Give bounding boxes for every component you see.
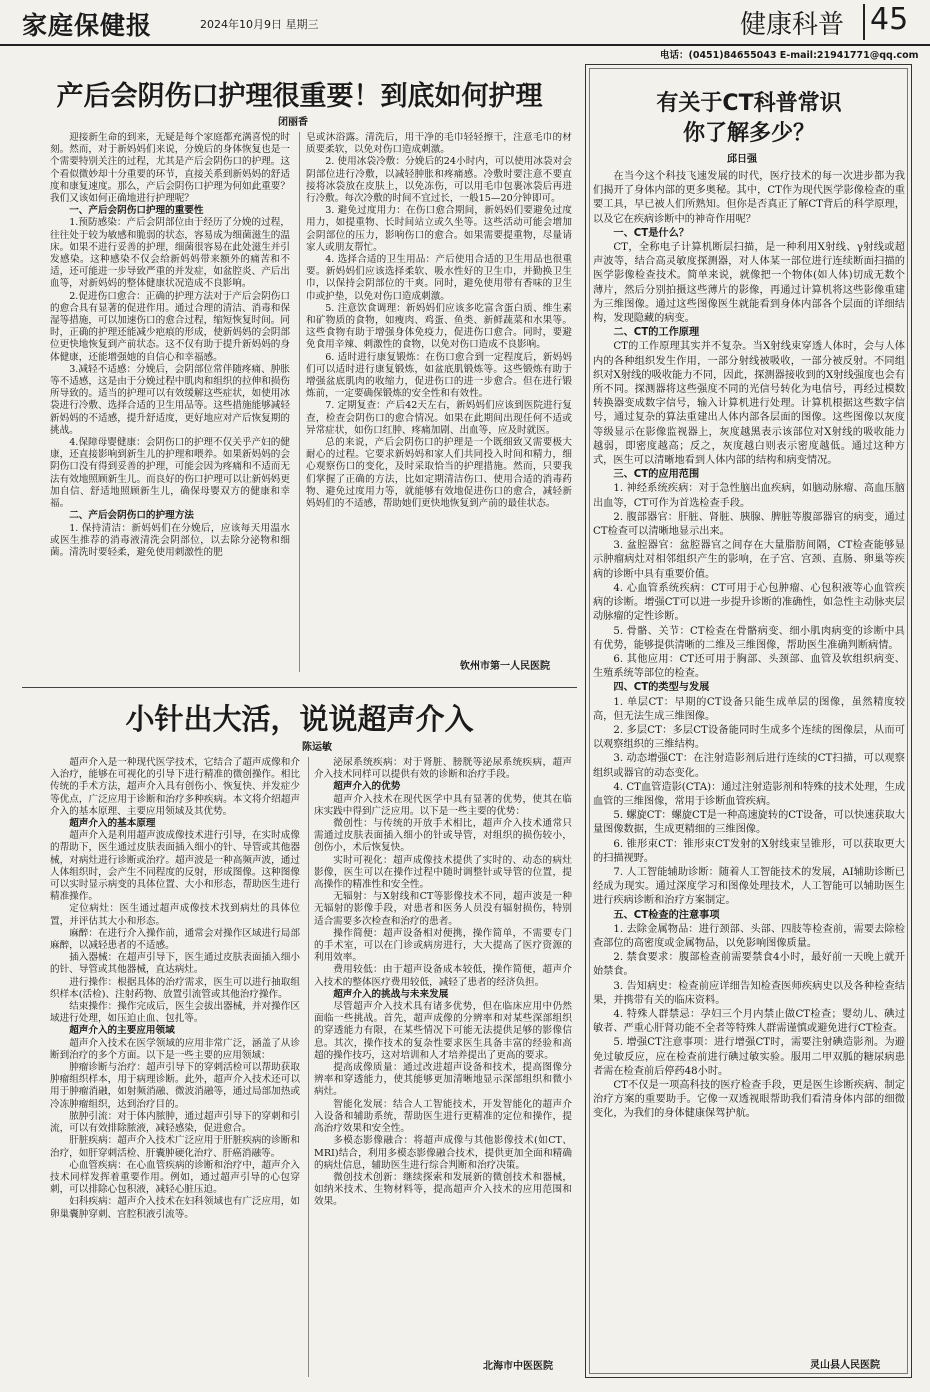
- article2-subheading: 超声介入的挑战与未来发展: [333, 988, 449, 1000]
- article1-column-2: [306, 132, 572, 662]
- contact-info: 电话：(0451)84655043 E-mail:21941771@qq.com: [660, 50, 919, 61]
- article2-source: 北海市中医医院: [483, 1361, 553, 1372]
- article1-paragraph: 2. 使用冰袋冷敷：分娩后的24小时内，可以使用冰袋对会阴部位进行冷敷，以减轻肿胀和疼痛感。冷敷时要注意不要直接将冰袋放在皮肤上，以免冻伤，可以用毛巾包裹冰袋后再进行冷敷。每次冷敷的时间不宜过长，一般15—20分钟即可。: [306, 156, 572, 205]
- article3-paragraph: 2. 腹部器官：肝脏、肾脏、胰腺、脾脏等腹部器官的病变，通过CT检查可以清晰地显示出来。: [593, 511, 905, 538]
- article1-subheading: 一、产后会阴伤口护理的重要性: [69, 205, 204, 217]
- article1-paragraph: 5. 注意饮食调理：新妈妈们应该多吃富含蛋白质、维生素和矿物质的食物，如瘦肉、鸡蛋、鱼类、新鲜蔬菜和水果等。这些食物有助于增强身体免疫力，促进伤口愈合。同时，要避免食用辛辣、刺激性的食物，以免对伤口造成不良影响。: [306, 302, 572, 351]
- article1-paragraph: 皂或沐浴露。清洗后，用干净的毛巾轻轻擦干，注意毛巾的材质要柔软，以免对伤口造成刺激。: [306, 132, 572, 156]
- article1-subheading: 二、产后会阴伤口的护理方法: [69, 510, 194, 522]
- article2-paragraph: 进行操作：根据具体的治疗需求，医生可以进行抽取组织样本(活检)、注射药物、放置引流管或其他治疗操作。: [50, 976, 300, 1000]
- article2-paragraph: 尽管超声介入技术具有诸多优势，但在临床应用中仍然面临一些挑战。首先，超声成像的分辨率和对某些深部组织的穿透能力有限，在某些情况下可能无法提供足够的影像信息。其次，操作技术的复杂性要求医生具备丰富的经验和高超的操作技巧，这对培训和人才培养提出了更高的要求。: [314, 1001, 572, 1061]
- article3-subheading: 三、CT的应用范围: [613, 469, 700, 481]
- article2-paragraph: 定位病灶：医生通过超声成像技术找到病灶的具体位置，并评估其大小和形态。: [50, 903, 300, 927]
- section-name: 健康科普: [740, 10, 845, 40]
- article1-column-1: [50, 132, 290, 672]
- article3-paragraph: 3. 盆腔器官：盆腔器官之间存在大量脂肪间隔，CT检查能够显示肿瘤病灶对相邻组织产生的影响，在子宫、宫颈、直肠、卵巢等疾病的诊断中具有重要价值。: [593, 540, 905, 580]
- article2-paragraph: 超声介入是一种现代医学技术，它结合了超声成像和介入治疗，能够在可视化的引导下进行精准的微创操作。相比传统的手术方法，超声介入具有创伤小、恢复快、并发症少等优点，广泛应用于诊断和治疗多种疾病。本文将介绍超声介入的基本原理、主要应用领域及其优势。: [50, 757, 300, 817]
- column-rule: [308, 757, 309, 1377]
- article3-paragraph: 5. 螺旋CT：螺旋CT是一种高速旋转的CT设备，可以快速获取大量图像数据，生成更精细的三维图像。: [593, 810, 905, 836]
- article3-body: [593, 170, 905, 1356]
- article1-paragraph: 3. 避免过度用力：在伤口愈合期间，新妈妈们要避免过度用力，如提重物、长时间站立或久坐等。这些活动可能会增加会阴部位的压力，影响伤口的愈合。如果需要提重物，尽量请家人或朋友帮忙。: [306, 205, 572, 253]
- article3-paragraph: 4. CT血管造影(CTA)：通过注射造影剂和特殊的技术处理，生成血管的三维图像，常用于诊断血管疾病。: [593, 781, 905, 807]
- article1-paragraph: 1. 保持清洁：新妈妈们在分娩后，应该每天用温水或医生推荐的消毒液清洗会阴部位，以去除分泌物和细菌。清洗时要轻柔，避免使用刺激性的肥: [50, 522, 290, 558]
- article2-column-2: [314, 757, 572, 1357]
- article3-subheading: 二、CT的工作原理: [613, 327, 700, 339]
- article2-paragraph: 微创性：与传统的开放手术相比，超声介入技术通常只需通过皮肤表面插入细小的针或导管，对组织的损伤较小，创伤小，术后恢复快。: [314, 818, 572, 854]
- article1-source: 钦州市第一人民医院: [460, 661, 550, 672]
- article2-paragraph: 超声介入是利用超声波成像技术进行引导，在实时成像的帮助下，医生通过皮肤表面插入细小的针、导管或其他器械，对病灶进行诊断或治疗。超声波是一种高频声波，通过人体组织时，会产生不同程度的反射，形成图像。这种图像可以实时显示病变的具体位置、大小和形态，帮助医生进行精准操作。: [50, 830, 300, 903]
- article3-subheading: 一、CT是什么？: [613, 227, 689, 239]
- article3-paragraph: 5. 增强CT注意事项：进行增强CT时，需要注射碘造影剂。为避免过敏反应，应在检查前进行碘过敏实验。服用二甲双胍的糖尿病患者需在检查前后停药48小时。: [593, 1037, 905, 1077]
- article1-title: 产后会阴伤口护理很重要！到底如何护理: [56, 81, 543, 112]
- article1-paragraph: 4.保障母婴健康：会阴伤口的护理不仅关乎产妇的健康，还直接影响到新生儿的护理和喂养。如果新妈妈的会阴伤口没有得到妥善的护理，可能会因为疼痛和不适而无法有效地照顾新生儿。而良好的伤口护理可以让新妈妈更加自信、舒适地照顾新生儿，确保母婴双方的健康和幸福。: [50, 437, 290, 510]
- article2-paragraph: 多模态影像融合：将超声成像与其他影像技术(如CT、MRI)结合，利用多模态影像融合技术，提供更加全面和精确的病灶信息，辅助医生进行综合判断和治疗决策。: [314, 1135, 572, 1171]
- article3-paragraph: 5. 骨骼、关节：CT检查在骨骼病变、细小肌肉病变的诊断中具有优势，能够提供清晰的二维及三维图像，帮助医生准确判断病情。: [593, 625, 905, 651]
- article3-source: 灵山县人民医院: [810, 1360, 880, 1371]
- article2-paragraph: 麻醉：在进行介入操作前，通常会对操作区域进行局部麻醉，以减轻患者的不适感。: [50, 927, 300, 952]
- article1-paragraph: 3.减轻不适感：分娩后，会阴部位常伴随疼痛、肿胀等不适感，这是由于分娩过程中肌肉和组织的拉伸和损伤所导致的。适当的护理可以有效缓解这些症状，如使用冰袋进行冷敷、选择合适的卫生用品等。这些措施能够减轻新妈妈的不适感，提升舒适度，更好地应对产后恢复期的挑战。: [50, 363, 290, 436]
- page-number: 45: [870, 2, 909, 37]
- article3-paragraph: 4. 心血管系统疾病：CT可用于心包肿瘤、心包积液等心血管疾病的诊断。增强CT可以进一步提升诊断的准确性，如急性主动脉夹层动脉瘤的定性诊断。: [593, 582, 905, 623]
- article2-paragraph: 微创技术创新：继续探索和发展新的微创技术和器械，如纳米技术、生物材料等，提高超声介入技术的应用范围和效果。: [314, 1171, 572, 1208]
- article3-paragraph: 7. 人工智能辅助诊断：随着人工智能技术的发展，AI辅助诊断已经成为现实。通过深度学习和图像处理技术，人工智能可以辅助医生进行疾病诊断和治疗方案制定。: [593, 866, 905, 907]
- article2-paragraph: 超声介入技术在现代医学中具有显著的优势，使其在临床实践中得到广泛应用。以下是一些主要的优势：: [314, 793, 572, 817]
- article2-column-1: [50, 757, 300, 1382]
- article3-paragraph: 1. 去除金属物品：进行颈部、头部、四肢等检查前，需要去除检查部位的高密度或金属物品，以免影响图像质量。: [593, 923, 905, 949]
- article2-paragraph: 提高成像质量：通过改进超声设备和技术，提高图像分辨率和穿透能力，使其能够更加清晰地显示深部组织和微小病灶。: [314, 1062, 572, 1098]
- article3-paragraph: 2. 禁食要求：腹部检查前需要禁食4小时，最好前一天晚上就开始禁食。: [593, 952, 905, 978]
- article3-paragraph: 1. 神经系统疾病：对于急性脑出血疾病，如脑动脉瘤、高血压脑出血等，CT可作为首选检查手段。: [593, 483, 905, 509]
- article3-paragraph: 4. 特殊人群禁忌：孕妇三个月内禁止做CT检查；婴幼儿、碘过敏者、严重心肝肾功能不全者等特殊人群需谨慎或避免进行CT检查。: [593, 1008, 905, 1035]
- article1-paragraph: 迎接新生命的到来，无疑是每个家庭都充满喜悦的时刻。然而，对于新妈妈们来说，分娩后的身体恢复也是一个需要特别关注的过程，尤其是产后会阴伤口的护理。这个看似微妙却十分重要的环节，直接关系到新妈妈的舒适度和康复速度。那么，产后会阴伤口护理为何如此重要？我们又该如何正确地进行护理呢？: [50, 132, 290, 205]
- article2-subheading: 超声介入的主要应用领域: [69, 1025, 175, 1037]
- article1-paragraph: 1.预防感染：产后会阴部位由于经历了分娩的过程，往往处于较为敏感和脆弱的状态，容易成为细菌滋生的温床。如果不进行妥善的护理，细菌很容易在此处滋生并引发感染。这种感染不仅会给新妈妈带来额外的痛苦和不适，还可能进一步导致严重的并发症，如盆腔炎、产后出血等，对新妈妈的整体健康状况造成不良影响。: [50, 217, 290, 290]
- article3-title-line2: 你了解多少？: [682, 121, 815, 146]
- article2-paragraph: 费用较低：由于超声设备成本较低，操作简便，超声介入技术的整体医疗费用较低，减轻了患者的经济负担。: [314, 964, 572, 988]
- article3-paragraph: CT的工作原理其实并不复杂。当X射线束穿透人体时，会与人体内的各种组织发生作用，一部分射线被吸收，一部分被反射。不同组织对X射线的吸收能力不同，因此，探测器接收到的X射线强度也会有所不同。探测器将这些强度不同的光信号转化为电信号，再经过模数转换器变成数字信号，输入计算机进行处理。计算机根据这些数字信号，通过复杂的算法重建出人体内部各层面的图像。这些图像以灰度等级显示在影像监视器上，灰度越黑表示该部位对X射线的吸收能力越弱，即密度越高；反之，灰度越白则表示密度越低。通过这种方式，医生可以清晰地看到人体内部的结构和病变情况。: [593, 341, 905, 467]
- article3-title-line1: 有关于CT科普常识: [656, 91, 842, 116]
- article1-paragraph: 7. 定期复查：产后42天左右，新妈妈们应该到医院进行复查，检查会阴伤口的愈合情况。如果在此期间出现任何不适或异常症状，如伤口红肿、疼痛加剧、出血等，应及时就医。: [306, 400, 572, 436]
- article2-paragraph: 脓肿引流：对于体内脓肿，通过超声引导下的穿刺和引流，可以有效排除脓液，减轻感染，促进愈合。: [50, 1110, 300, 1135]
- article2-paragraph: 操作简便：超声设备相对便携，操作简单，不需要专门的手术室，可以在门诊或病房进行，大大提高了医疗资源的利用效率。: [314, 927, 572, 964]
- issue-date: 2024年10月9日 星期三: [200, 18, 319, 31]
- article3-paragraph: CT，全称电子计算机断层扫描，是一种利用X射线、γ射线或超声波等，结合高灵敏度探测器，对人体某一部位进行连续断面扫描的医学影像检查技术。简单来说，就像把一个物体(如人体)切成无数个薄片，然后分别拍摄这些薄片的影像，再通过计算机将这些影像重建为三维图像。通过这些图像医生就能看到身体内部各个层面的详细结构，发现隐藏的病变。: [593, 242, 905, 325]
- article3-paragraph: 3. 动态增强CT：在注射造影剂后进行连续的CT扫描，可以观察组织或器官的动态变化。: [593, 753, 905, 779]
- article3-subheading: 四、CT的类型与发展: [613, 682, 710, 694]
- article1-paragraph: 2.促进伤口愈合：正确的护理方法对于产后会阴伤口的愈合具有显著的促进作用。通过合理的清洁、消毒和保湿等措施，可以加速伤口的愈合过程，缩短恢复时间。同时，正确的护理还能减少疤痕的形成，使新妈妈的会阴部位更快地恢复到产前状态。这不仅有助于提升新妈妈的身体健康，还能增强她的自信心和幸福感。: [50, 290, 290, 363]
- article1-paragraph: 6. 适时进行康复锻炼：在伤口愈合到一定程度后，新妈妈们可以适时进行康复锻炼，如盆底肌锻炼等。这些锻炼有助于增强盆底肌肉的收缩力，促进伤口的进一步愈合。但在进行锻炼前，一定要确保锻炼的安全性和有效性。: [306, 351, 572, 400]
- article2-subheading: 超声介入的优势: [333, 781, 401, 793]
- article1-author: 闭丽香: [278, 117, 308, 128]
- article2-paragraph: 超声介入技术在医学领域的应用非常广泛，涵盖了从诊断到治疗的多个方面。以下是一些主要的应用领域：: [50, 1037, 300, 1061]
- column-rule: [299, 132, 300, 672]
- article2-paragraph: 肝脏疾病：超声介入技术广泛应用于肝脏疾病的诊断和治疗，如肝穿刺活检、肝囊肿硬化治疗、肝癌消融等。: [50, 1135, 300, 1159]
- article3-paragraph: 6. 其他应用：CT还可用于胸部、头颈部、血管及软组织病变、生殖系统等部位的检查。: [593, 653, 905, 680]
- article1-paragraph: 4. 选择合适的卫生用品：产后使用合适的卫生用品也很重要。新妈妈们应该选择柔软、吸水性好的卫生巾，并勤换卫生巾，以保持会阴部位的干爽。同时，避免使用带有香味的卫生巾或护垫，以免对伤口造成刺激。: [306, 254, 572, 302]
- paper-name: 家庭保健报: [22, 11, 153, 40]
- article2-subheading: 超声介入的基本原理: [69, 818, 156, 830]
- article3-author: 邱日强: [727, 154, 757, 165]
- article2-paragraph: 无辐射：与X射线和CT等影像技术不同，超声波是一种无辐射的影像手段，对患者和医务人员没有辐射损伤，特别适合需要多次检查和治疗的患者。: [314, 891, 572, 927]
- article2-paragraph: 智能化发展：结合人工智能技术，开发智能化的超声介入设备和辅助系统，帮助医生进行更精准的定位和操作，提高治疗效果和安全性。: [314, 1098, 572, 1135]
- article2-paragraph: 泌尿系统疾病：对于肾脏、膀胱等泌尿系统疾病，超声介入技术同样可以提供有效的诊断和治疗手段。: [314, 757, 572, 781]
- article2-title: 小针出大活，说说超声介入: [125, 702, 474, 736]
- article3-paragraph: 3. 告知病史：检查前应详细告知检查医师疾病史以及各种检查结果，并携带有关的临床资料。: [593, 980, 905, 1006]
- article2-paragraph: 妇科疾病：超声介入技术在妇科领域也有广泛应用，如卵巢囊肿穿刺、宫腔积液引流等。: [50, 1196, 300, 1220]
- article2-author: 陈运敏: [302, 742, 332, 753]
- article1-paragraph: 总的来说，产后会阴伤口的护理是一个既细致又需要极大耐心的过程。它要求新妈妈和家人们共同投入时间和精力，细心观察伤口的变化，及时采取恰当的护理措施。然而，只要我们掌握了正确的方法，比如定期清洁伤口、使用合适的消毒药物、避免过度用力等，就能够有效地促进伤口的愈合，减轻新妈妈们的不适感，帮助她们更快地恢复到产前的最佳状态。: [306, 437, 572, 510]
- article3-paragraph: CT不仅是一项高科技的医疗检查手段，更是医生诊断疾病、制定治疗方案的重要助手。它像一双透视眼帮助我们看清身体内部的细微变化，为我们的身体健康保驾护航。: [593, 1080, 905, 1120]
- article2-paragraph: 插入器械：在超声引导下，医生通过皮肤表面插入细小的针、导管或其他器械，直达病灶。: [50, 952, 300, 976]
- article-divider: [22, 687, 577, 688]
- article3-subheading: 五、CT检查的注意事项: [613, 909, 720, 921]
- article3-paragraph: 2. 多层CT：多层CT设备能同时生成多个连续的图像层，从而可以观察组织的三维结构。: [593, 724, 905, 751]
- article2-paragraph: 实时可视化：超声成像技术提供了实时的、动态的病灶影像，医生可以在操作过程中随时调整针或导管的位置，提高操作的精准性和安全性。: [314, 854, 572, 891]
- article2-paragraph: 心血管疾病：在心血管疾病的诊断和治疗中，超声介入技术同样发挥着重要作用。例如，通过超声引导的心包穿刺，可以排除心包积液，减轻心脏压迫。: [50, 1159, 300, 1196]
- article2-paragraph: 结束操作：操作完成后，医生会拔出器械，并对操作区域进行处理，如压迫止血、包扎等。: [50, 1001, 300, 1025]
- article3-paragraph: 在当今这个科技飞速发展的时代，医疗技术的每一次进步都为我们揭开了身体内部的更多奥秘。其中，CT作为现代医学影像检查的重要工具，早已被人们所熟知。但你是否真正了解CT背后的科学原理，以及它在疾病诊断中的神奇作用呢？: [593, 171, 905, 225]
- masthead: [0, 0, 930, 46]
- article2-paragraph: 肿瘤诊断与治疗：超声引导下的穿刺活检可以帮助获取肿瘤组织样本，用于病理诊断。此外，超声介入技术还可以用于肿瘤消融，如射频消融、微波消融等，通过局部加热或冷冻肿瘤组织，达到治疗目的。: [50, 1062, 300, 1110]
- article3-paragraph: 6. 锥形束CT：锥形束CT发射的X射线束呈锥形，可以获取更大的扫描视野。: [593, 838, 905, 864]
- masthead-divider: [863, 4, 865, 40]
- article3-paragraph: 1. 单层CT：早期的CT设备只能生成单层的图像，虽然精度较高，但无法生成三维图像。: [593, 696, 905, 722]
